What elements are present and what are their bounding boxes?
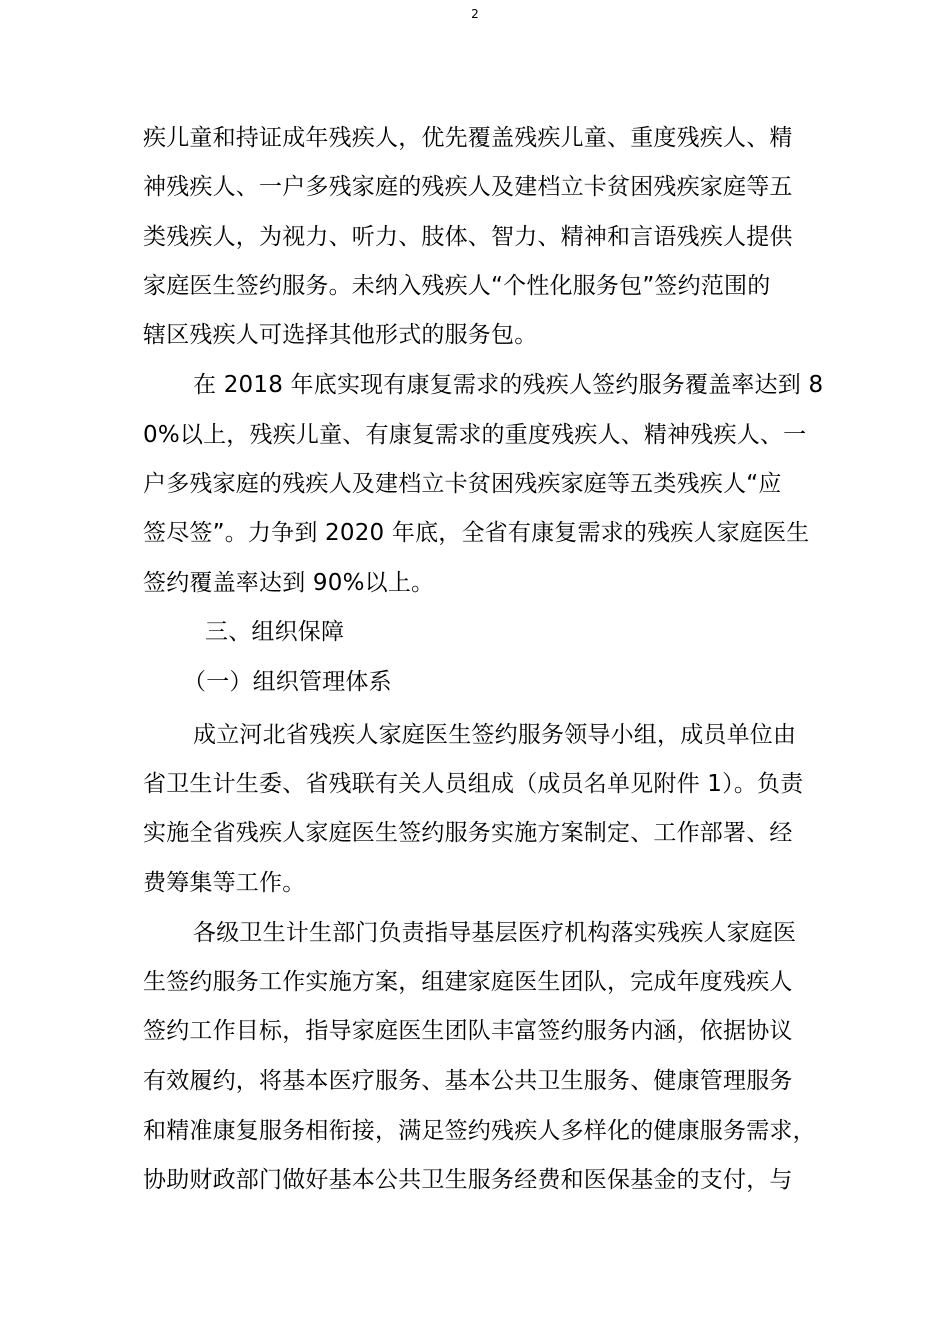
body-line: 在 2018 年底实现有康复需求的残疾人签约服务覆盖率达到 8 xyxy=(193,372,824,398)
body-line: 户多残家庭的残疾人及建档立卡贫困残疾家庭等五类残疾人“应 xyxy=(143,471,782,497)
body-line: 费筹集等工作。 xyxy=(143,870,306,896)
body-line: 各级卫生计生部门负责指导基层医疗机构落实残疾人家庭医 xyxy=(193,920,797,946)
body-line: 签约覆盖率达到 90%以上。 xyxy=(143,570,435,596)
body-line: 和精准康复服务相衔接，满足签约残疾人多样化的健康服务需求， xyxy=(143,1118,816,1144)
body-line: 生签约服务工作实施方案，组建家庭医生团队，完成年度残疾人 xyxy=(143,969,793,995)
body-line: 签约工作目标，指导家庭医生团队丰富签约服务内涵，依据协议 xyxy=(143,1018,793,1044)
body-line: 神残疾人、一户多残家庭的残疾人及建档立卡贫困残疾家庭等五 xyxy=(143,174,793,200)
section-heading: 三、组织保障 xyxy=(205,619,345,645)
body-line: 成立河北省残疾人家庭医生签约服务领导小组，成员单位由 xyxy=(193,722,797,748)
body-line: 省卫生计生委、省残联有关人员组成（成员名单见附件 1）。负责 xyxy=(143,771,804,797)
body-line: 实施全省残疾人家庭医生签约服务实施方案制定、工作部署、经 xyxy=(143,820,793,846)
body-line: 有效履约，将基本医疗服务、基本公共卫生服务、健康管理服务 xyxy=(143,1068,793,1094)
body-line: 类残疾人，为视力、听力、肢体、智力、精神和言语残疾人提供 xyxy=(143,224,793,250)
body-line: 0%以上，残疾儿童、有康复需求的重度残疾人、精神残疾人、一 xyxy=(143,422,807,448)
body-line: 疾儿童和持证成年残疾人，优先覆盖残疾儿童、重度残疾人、精 xyxy=(143,125,793,151)
body-line: 协助财政部门做好基本公共卫生服务经费和医保基金的支付，与 xyxy=(143,1167,793,1193)
page-number: 2 xyxy=(471,7,479,21)
body-line: 辖区残疾人可选择其他形式的服务包。 xyxy=(143,322,538,348)
subsection-heading: （一）组织管理体系 xyxy=(183,669,392,695)
body-line: 家庭医生签约服务。未纳入残疾人“个性化服务包”签约范围的 xyxy=(143,273,771,299)
body-line: 签尽签”。力争到 2020 年底，全省有康复需求的残疾人家庭医生 xyxy=(143,520,810,546)
